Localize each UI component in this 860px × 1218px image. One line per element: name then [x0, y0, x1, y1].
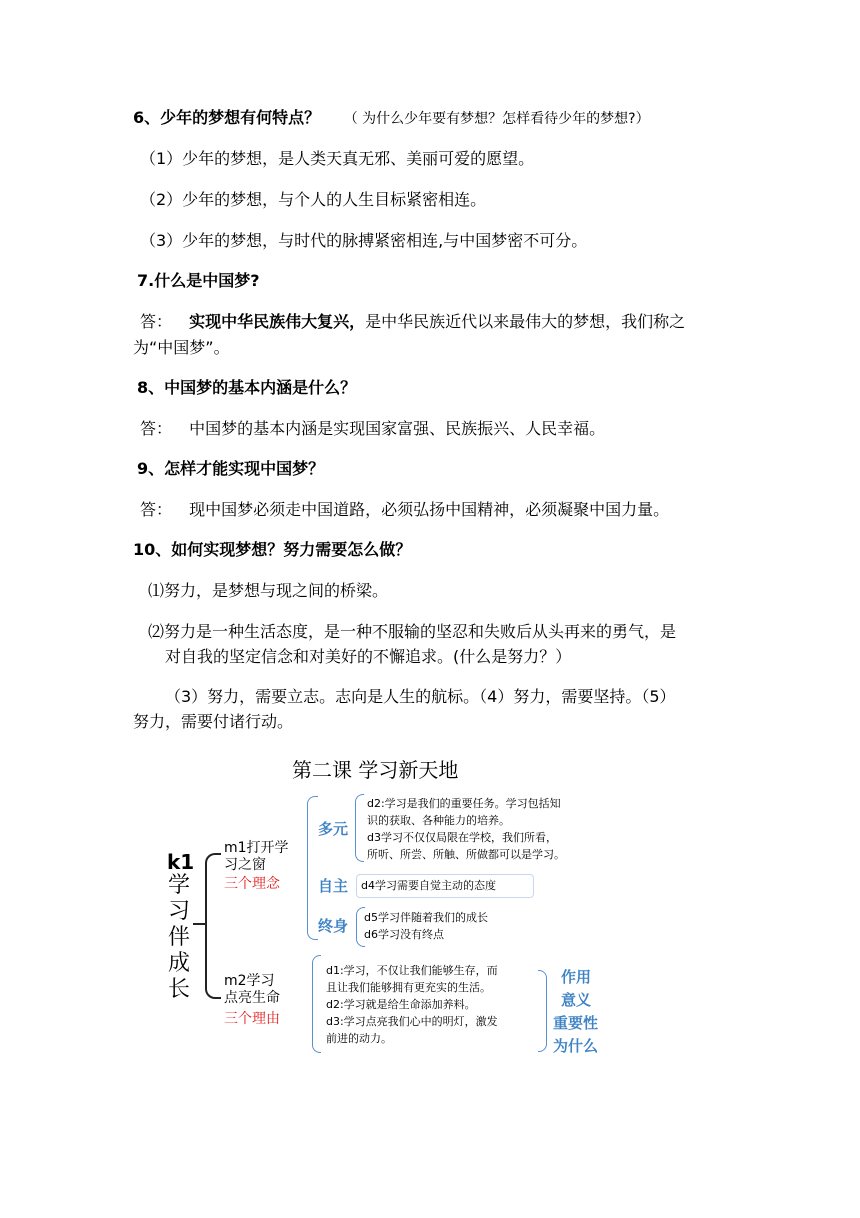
q9-answer-prefix: 答：: [140, 500, 173, 519]
q7-title: 7.什么是中国梦?: [137, 271, 260, 290]
q7-answer-prefix: 答：: [140, 312, 173, 331]
mindmap-heading: 第二课 学习新天地: [292, 758, 459, 782]
q10-title: 10、如何实现梦想？努力需要怎么做？: [133, 540, 412, 559]
k1-brace-tip: [193, 923, 206, 925]
q6-note: （ 为什么少年要有梦想？怎样看待少年的梦想?）: [343, 111, 650, 127]
m1-label: m1打开学 习之窗: [224, 840, 289, 873]
q6-item-1: （1）少年的梦想，是人类天真无邪、美丽可爱的愿望。: [140, 149, 535, 168]
q10-item-3-line2: 努力，需要付诸行动。: [133, 712, 294, 731]
concept-3-name: 终身: [318, 917, 349, 935]
concept-1-name: 多元: [318, 820, 349, 838]
q8-title: 8、中国梦的基本内涵是什么？: [137, 378, 357, 397]
concept-1-brace: [355, 794, 364, 862]
q8-answer-text: 中国梦的基本内涵是实现国家富强、民族振兴、人民幸福。: [189, 419, 606, 438]
concept-3-detail: d5学习伴随着我们的成长 d6学习没有终点: [364, 911, 488, 941]
concept-1-detail: d2:学习是我们的重要任务。学习包括知 识的获取、各种能力的培养。 d3学习不仅仅局限在学校，我们所看， 所听、所尝、所触、所做都可以是学习。: [367, 797, 565, 861]
m2-sub: 三个理由: [224, 1011, 280, 1027]
q6-item-2: （2）少年的梦想，与个人的人生目标紧密相连。: [140, 190, 487, 209]
q10-item-2-line1: ⑵努力是一种生活态度，是一种不服输的坚忍和失败后从头再来的勇气，是: [148, 622, 677, 641]
side-label-4: 为什么: [553, 1037, 599, 1055]
q7-answer-bold: 实现中华民族伟大复兴，: [189, 312, 366, 331]
q8-answer-prefix: 答：: [140, 419, 173, 438]
q6-item-3: （3）少年的梦想，与时代的脉搏紧密相连,与中国梦密不可分。: [140, 231, 588, 250]
q10-item-2-line2: 对自我的坚定信念和对美好的不懈追求。(什么是努力？）: [165, 647, 572, 666]
m1-sub: 三个理念: [224, 876, 280, 892]
side-label-2: 意义: [561, 991, 592, 1009]
concept-2-detail: d4学习需要自觉主动的态度: [361, 879, 496, 892]
q7-answer-rest: 是中华民族近代以来最伟大的梦想，我们称之: [365, 312, 686, 331]
side-label-1: 作用: [561, 968, 592, 986]
q9-answer-text: 现中国梦必须走中国道路，必须弘扬中国精神，必须凝聚中国力量。: [189, 500, 670, 519]
m2-right-brace: [538, 970, 547, 1052]
k1-code: k1: [167, 850, 195, 874]
q9-title: 9、怎样才能实现中国梦？: [137, 459, 325, 478]
q6-title-text: 6、少年的梦想有何特点？: [133, 108, 321, 127]
q10-item-1: ⑴努力，是梦想与现之间的桥梁。: [148, 581, 389, 600]
q10-item-3-line1: （3）努力，需要立志。志向是人生的航标。（4）努力，需要坚持。（5）: [165, 687, 676, 706]
q7-answer-line2: 为“中国梦”。: [133, 338, 230, 357]
m2-reasons: d1:学习，不仅让我们能够生存，而 且让我们能够拥有更充实的生活。 d2:学习就是给生命添加养料。 d3:学习点亮我们心中的明灯，激发 前进的动力。: [326, 964, 498, 1045]
m2-label: m2学习 点亮生命: [224, 973, 280, 1006]
k1-brace: [205, 853, 221, 999]
side-label-3: 重要性: [553, 1014, 599, 1032]
m2-brace: [312, 955, 321, 1053]
m1-brace: [307, 796, 318, 940]
k1-title: 学 习 伴 成 长: [168, 873, 191, 1002]
side-labels: [553, 966, 623, 1058]
concept-2-name: 自主: [318, 877, 349, 895]
